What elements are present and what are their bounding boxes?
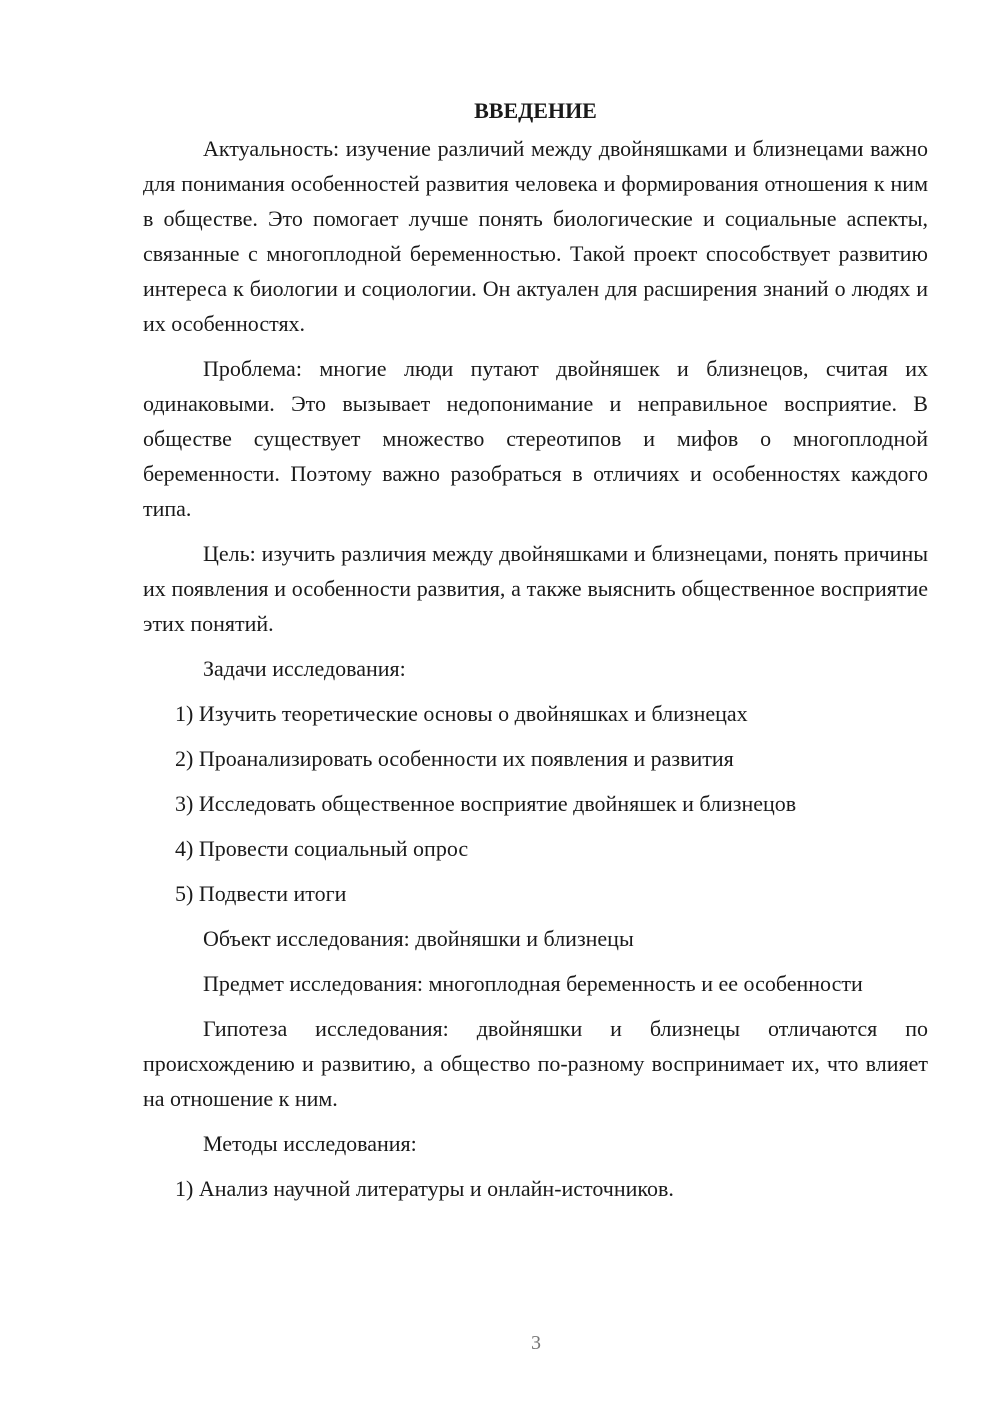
method-item: 1) Анализ научной литературы и онлайн-источников. [175, 1176, 674, 1201]
problem-paragraph: Проблема: многие люди путают двойняшек и близнецов, считая их одинаковыми. Это вызывает недопонимание и неправильное восприятие. В обществе существует множество стереотипов и мифов о многоплодной беременности. Поэтому важно разобраться в отличиях и особенностях каждого типа. [143, 356, 928, 521]
goal-paragraph: Цель: изучить различия между двойняшками и близнецами, понять причины их появления и особенности развития, а также выяснить общественное восприятие этих понятий. [143, 541, 928, 636]
task-item: 4) Провести социальный опрос [175, 836, 469, 861]
relevance-paragraph: Актуальность: изучение различий между двойняшками и близнецами важно для понимания особенностей развития человека и формирования отношения к ним в обществе. Это помогает лучше понять биологические и социальные аспекты, связанные с многоплодной беременностью. Такой проект способствует развитию интереса к биологии и социологии. Он актуален для расширения знаний о людях и их особенностях. [143, 136, 928, 336]
tasks-heading: Задачи исследования: [203, 656, 406, 681]
page-content [143, 93, 928, 1216]
methods-heading: Методы исследования: [203, 1131, 417, 1156]
section-title: ВВЕДЕНИЕ [474, 98, 597, 123]
page-number: 3 [531, 1332, 541, 1354]
object-paragraph: Объект исследования: двойняшки и близнецы [203, 926, 634, 951]
task-item: 2) Проанализировать особенности их появления и развития [175, 746, 734, 771]
task-item: 5) Подвести итоги [175, 881, 347, 906]
task-item: 3) Исследовать общественное восприятие двойняшек и близнецов [175, 791, 797, 816]
subject-paragraph: Предмет исследования: многоплодная беременность и ее особенности [203, 971, 863, 996]
hypothesis-paragraph: Гипотеза исследования: двойняшки и близнецы отличаются по происхождению и развитию, а общество по-разному воспринимает их, что влияет на отношение к ним. [143, 1016, 928, 1111]
task-item: 1) Изучить теоретические основы о двойняшках и близнецах [175, 701, 748, 726]
